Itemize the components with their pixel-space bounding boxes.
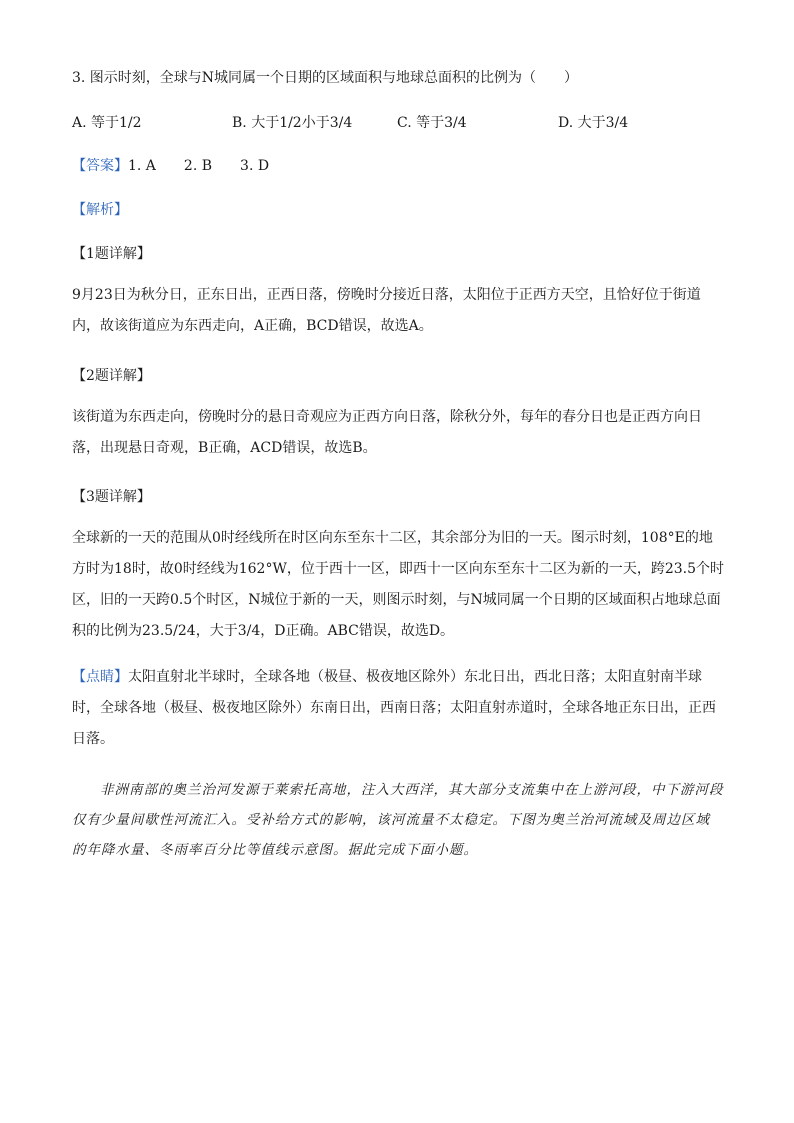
answer-tag: 【答案】 bbox=[72, 158, 128, 174]
question3-stem: 3. 图示时刻，全球与N城同属一个日期的区域面积与地球总面积的比例为（ ） bbox=[72, 70, 579, 86]
detail1-text: 9月23日为秋分日，正东日出，正西日落，傍晚时分接近日落，太阳位于正西方天空，且恰好位于街道内，故该街道应为东西走向，A正确，BCD错误，故选A。 bbox=[72, 287, 701, 334]
detail2-text: 该街道为东西走向，傍晚时分的悬日奇观应为正西方向日落，除秋分外，每年的春分日也是正西方向日落，出现悬日奇观，B正确，ACD错误，故选B。 bbox=[72, 409, 702, 456]
detail3-heading: 【3题详解】 bbox=[72, 489, 151, 505]
option-a: A. 等于1/2 bbox=[72, 115, 142, 131]
intro-paragraph: 非洲南部的奥兰治河发源于莱索托高地，注入大西洋，其大部分支流集中在上游河段，中下游河段仅有少量间歇性河流汇入。受补给方式的影响，该河流量不太稳定。下图为奥兰治河流域及周边区域的年降水量、冬雨率百分比等值线示意图。据此完成下面小题。 bbox=[72, 782, 724, 858]
question3-options bbox=[0, 112, 794, 132]
tip-paragraph bbox=[72, 662, 724, 755]
answer-items bbox=[128, 158, 297, 174]
answer-item-1: 1. A bbox=[128, 158, 156, 174]
answer-item-2: 2. B bbox=[183, 158, 213, 174]
option-d: D. 大于3/4 bbox=[558, 115, 629, 131]
analysis-tag: 【解析】 bbox=[72, 202, 128, 218]
tip-text: 太阳直射北半球时，全球各地（极昼、极夜地区除外）东北日出，西北日落；太阳直射南半球时，全球各地（极昼、极夜地区除外）东南日出，西南日落；太阳直射赤道时，全球各地正东日出，正西日落。 bbox=[72, 669, 716, 747]
answer-item-3: 3. D bbox=[240, 158, 270, 174]
detail2-heading: 【2题详解】 bbox=[72, 368, 151, 384]
option-b: B. 大于1/2小于3/4 bbox=[232, 115, 353, 131]
tip-tag: 【点睛】 bbox=[72, 669, 128, 685]
detail3-text: 全球新的一天的范围从0时经线所在时区向东至东十二区，其余部分为旧的一天。图示时刻，108°E的地方时为18时，故0时经线为162°W，位于西十一区，即西十一区向东至东十二区为新的一天，跨23.5个时区，旧的一天跨0.5个时区，N城位于新的一天，则图示时刻，与N城同属一个日期的区域面积占地球总面积的比例为23.5/24，大于3/4，D正确。ABC错误，故选D。 bbox=[72, 530, 725, 639]
answer-line bbox=[72, 156, 297, 176]
option-c: C. 等于3/4 bbox=[397, 115, 467, 131]
detail1-heading: 【1题详解】 bbox=[72, 246, 151, 262]
